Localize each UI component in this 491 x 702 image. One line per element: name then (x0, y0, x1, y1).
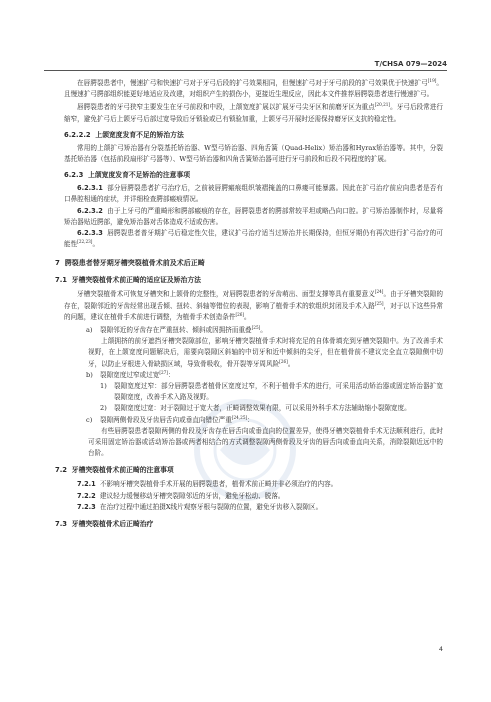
list-item: a) 裂隙邻近的牙齿存在严重扭转、倾斜或因拥挤而重叠[25]。 (86, 324, 267, 335)
section-heading: 6.2.3 上颌宽度发育不足矫治的注意事项 (64, 171, 191, 180)
standard-code: T/CHSA 079—2024 (374, 60, 447, 68)
document-body (55, 77, 444, 533)
list-item-paragraph: 上颌拥挤的前牙遮挡牙槽突裂隙部位，影响牙槽突裂植骨手术时将充足的自体骨填充到牙槽突裂隙中。为了改善手术视野，在上颌宽度问题解决后，需要向裂隙区斜轴的中切牙和近中倾斜的尖牙，但在植骨前不建议完全直立裂隙侧中切牙，以防止牙根进入骨缺损区域，导致骨吸收，骨开裂等牙周风险[26]。 (88, 337, 443, 368)
section-heading: 7.3 牙槽突裂植骨术后正畸治疗 (55, 520, 154, 529)
list-item: c) 裂隙两侧骨段及牙齿唇舌向或垂直向错位严重[24,25]： (86, 414, 254, 424)
clause: 7.2.2 建议轻力缓慢移动牙槽突裂隙邻近的牙齿，避免牙松动、脱落。 (77, 491, 285, 500)
header-rule (44, 70, 447, 71)
list-item-paragraph: 有些唇腭裂患者裂隙两侧的骨段及牙齿存在唇舌向或垂直向的位置差异，使得牙槽突裂植骨手术无法顺利进行，此时可采用固定矫治器或活动矫治器或两者相结合的方式调整裂隙两侧骨段及牙齿的唇舌向或垂直向关系，消除裂隙近远中的台阶。 (88, 426, 443, 458)
clause: 6.2.3.3 唇腭裂患者普牙期扩弓后稳定性欠佳，建议扩弓治疗适当过矫治并长期保持，但恒牙期仍有再次进行扩弓治疗的可能性[22,23]。 (64, 229, 443, 249)
clause: 7.2.3 在治疗过程中通过拍摄X线片观察牙根与裂隙的位置，避免牙齿移入裂隙区。 (77, 502, 323, 511)
clause: 7.2.1 不影响牙槽突裂植骨手术开展的唇腭裂患者，植骨术前正畸并非必须治疗的内容。 (77, 480, 338, 489)
section-heading: 7.2 牙槽突裂植骨术前正畸的注意事项 (55, 466, 174, 475)
paragraph: 常用的上颌扩弓矫治器有分裂基托矫治器、W型弓矫治器、四角舌簧（Quad-Helix）矫治器和Hyrax矫治器等。其中，分裂基托矫治器（包括前段扇形扩弓器等）、W型弓矫治器和四角舌簧矫治器可进行牙弓前段和后段不同程度的扩展。 (64, 143, 443, 164)
section-heading: 6.2.2.2 上颌宽度发育不足的矫治方法 (64, 130, 184, 139)
chapter-heading: 7 腭裂患者替牙期牙槽突裂植骨术前及术后正畸 (55, 259, 205, 268)
clause: 6.2.3.2 由于上牙弓的严重畸形和腭部瘢痕的存在，唇腭裂患者的腭部常较平坦或略凸向口腔。扩弓矫治器制作时，尽量将矫治器贴近腭部，避免矫治器对舌体造成不适或伤害。 (64, 206, 443, 226)
list-item: b) 裂隙宽度过窄或过宽[27]： (86, 369, 175, 379)
list-subitem: 1) 裂隙宽度过窄：部分唇腭裂患者植骨区宽度过窄，不利于植骨手术的进行，可采用活动矫治器或固定矫治器扩宽裂隙宽度，改善手术入路及视野。 (100, 382, 443, 402)
paragraph: 在唇腭裂患者中，慢速扩弓和快速扩弓对于牙弓后段的扩弓效果相同，但慢速扩弓对于牙弓前段的扩弓效果优于快速扩弓[19]。且慢速扩弓腭部组织能更好地适应及改建，对组织产生的损伤小，更接近生理反应，因此本文件推荐唇腭裂患者进行慢速扩弓。 (64, 77, 444, 99)
list-subitem: 2) 裂隙宽度过宽：对于裂隙过于宽大者，正畸调整效果有限，可以采用外科手术方法辅助缩小裂隙宽度。 (100, 404, 411, 413)
paragraph: 唇腭裂患者的牙弓狭窄主要发生在牙弓前段和中段，上颌宽度扩展以扩展牙弓尖牙区和前磨牙区为重点[20,21]。牙弓后段常进行缩窄，避免扩弓后上颌牙弓后部过宽导致后牙锁验或已有锁验加重，上颌牙弓开展时还需保持磨牙区支抗的稳定性。 (64, 102, 444, 123)
page-number: 4 (438, 645, 443, 653)
clause: 6.2.3.1 部分唇腭裂患者扩弓治疗后，之前被唇腭瘢痕组织皱褶掩盖的口鼻瘘可能暴露。因此在扩弓治疗前应向患者是否有口鼻腔相通的症状，并详细检查腭部瘢痕情况。 (64, 184, 443, 204)
section-heading: 7.1 牙槽突裂植骨术前正畸的适应证及矫治方法 (55, 276, 201, 285)
paragraph: 牙槽突裂植骨术可恢复牙槽突和上颌骨的完整性，对唇腭裂患者的牙齿萌出、面型支撑等具有重要意义[24]。由于牙槽突裂隙的存在，裂隙邻近的牙齿经常出现舌倾、扭转、斜轴等错位的表现，影响了植骨手术的软组织封闭及手术入路[25]，对于以下这些异常的问题，建议在植骨手术前进行调整，为植骨手术创造条件[26]。 (64, 289, 444, 321)
